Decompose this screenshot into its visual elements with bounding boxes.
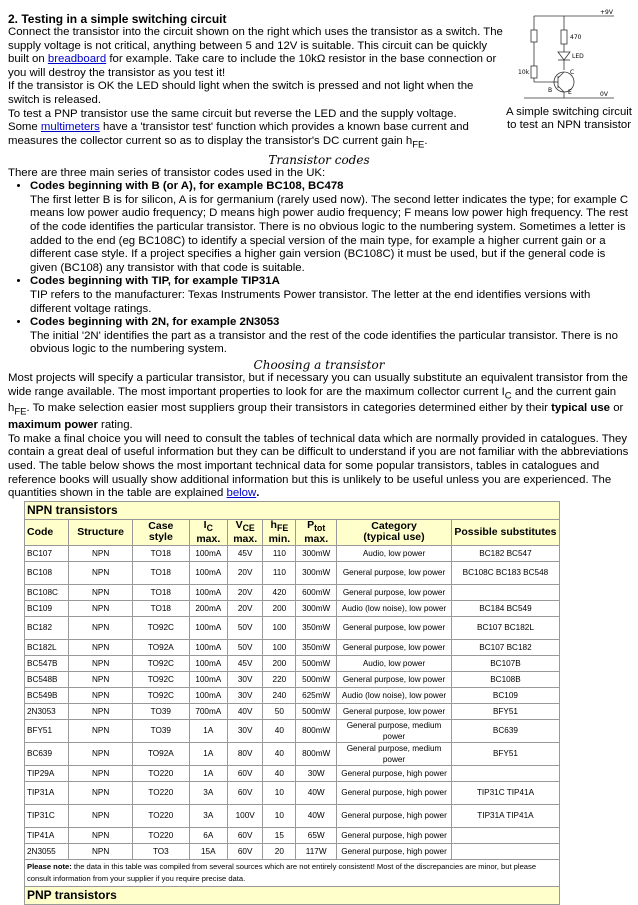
choosing-text-1a: Most projects will specify a particular transistor, but if necessary you can usually substitute an equivalent transistor from the wide range available. The most important properties to look for are the maximum collector current I <box>8 371 628 398</box>
table-row <box>25 781 560 804</box>
intro-text-1b: for example. Take care to include the 10kΩ resistor in the base connection or you will destroy the transistor as you test it! <box>8 53 497 79</box>
table-row <box>25 655 560 671</box>
table-row <box>25 742 560 765</box>
cell-category: General purpose, high power <box>337 804 452 827</box>
cell-structure: NPN <box>69 584 133 600</box>
cell-ptot: 350mW <box>296 616 337 639</box>
breadboard-link[interactable]: breadboard <box>47 53 107 66</box>
r2-label: 10k <box>518 69 530 76</box>
cell-vce: 20V <box>227 600 263 616</box>
cell-ptot: 500mW <box>296 655 337 671</box>
table-row <box>25 687 560 703</box>
cell-code: BC547B <box>25 655 69 671</box>
cell-ic: 1A <box>189 765 227 781</box>
cell-hfe: 200 <box>263 600 296 616</box>
cell-vce: 30V <box>227 687 263 703</box>
cell-category: General purpose, low power <box>337 703 452 719</box>
choosing-paragraph-1 <box>8 372 630 433</box>
cell-ptot: 40W <box>296 781 337 804</box>
header-vce-unit: max. <box>233 532 258 545</box>
cell-structure: NPN <box>69 639 133 655</box>
cell-code: TIP31C <box>25 804 69 827</box>
header-vce-symbol: V <box>235 518 243 531</box>
cell-category: Audio (low noise), low power <box>337 687 452 703</box>
pnp-group-row <box>25 886 560 904</box>
header-hfe <box>263 519 296 545</box>
choosing-paragraph-2 <box>8 433 630 501</box>
cell-category: General purpose, medium power <box>337 742 452 765</box>
cell-hfe: 40 <box>263 765 296 781</box>
cell-ic: 100mA <box>189 671 227 687</box>
below-link[interactable]: below <box>226 487 257 500</box>
cell-category: General purpose, high power <box>337 827 452 843</box>
cell-ptot: 30W <box>296 765 337 781</box>
cell-case: TO220 <box>132 765 189 781</box>
transistor-codes-title: Transistor codes <box>268 152 370 167</box>
table-row <box>25 671 560 687</box>
list-item <box>30 316 630 357</box>
cell-case: TO92A <box>132 742 189 765</box>
cell-case: TO39 <box>132 703 189 719</box>
header-hfe-symbol: h <box>270 518 277 531</box>
header-ic-sub: C <box>206 522 213 533</box>
table-row <box>25 804 560 827</box>
header-substitutes: Possible substitutes <box>451 519 559 545</box>
cell-code: BC639 <box>25 742 69 765</box>
led-label: LED <box>572 53 584 60</box>
r1-label: 470 <box>570 34 582 41</box>
cell-substitutes <box>451 765 559 781</box>
cell-code: BC182 <box>25 616 69 639</box>
cell-substitutes <box>451 827 559 843</box>
cell-category: Audio, low power <box>337 545 452 561</box>
cell-vce: 50V <box>227 639 263 655</box>
cell-structure: NPN <box>69 719 133 742</box>
intro-paragraph-4 <box>8 121 504 151</box>
cell-hfe: 15 <box>263 827 296 843</box>
cell-substitutes: BC182 BC547 <box>451 545 559 561</box>
header-hfe-sub: FE <box>276 522 289 533</box>
cell-structure: NPN <box>69 687 133 703</box>
section-heading: 2. Testing in a simple switching circuit <box>8 12 227 26</box>
ic-subscript: C <box>504 389 512 401</box>
header-category-label: Category <box>371 520 417 533</box>
hfe-subscript: FE <box>14 406 27 418</box>
transistor-table <box>24 501 560 905</box>
cell-case: TO220 <box>132 804 189 827</box>
list-item <box>30 275 630 316</box>
table-note-row <box>25 859 560 886</box>
intro-text-4c: . <box>424 134 428 147</box>
cell-case: TO18 <box>132 561 189 584</box>
cell-category: General purpose, high power <box>337 843 452 859</box>
header-category <box>337 519 452 545</box>
cell-ptot: 800mW <box>296 719 337 742</box>
cell-case: TO92C <box>132 671 189 687</box>
cell-substitutes <box>451 584 559 600</box>
npn-group-row <box>25 501 560 519</box>
cell-category: General purpose, low power <box>337 584 452 600</box>
cell-category: General purpose, high power <box>337 781 452 804</box>
cell-hfe: 10 <box>263 804 296 827</box>
choosing-text-2a: To make a final choice you will need to consult the tables of technical data which are normally provided in catalogues. They contain a great deal of useful information but they can be difficult to understand if you are not familiar with the abbreviations used. The table below shows the most important technical data for some popular transistors, tables in catalogues and reference books will usually show additional information but this is unlikely to be useful unless you are experienced. The quantities shown in the table are explained <box>8 432 629 500</box>
cell-hfe: 110 <box>263 545 296 561</box>
cell-code: TIP29A <box>25 765 69 781</box>
circuit-figure <box>504 6 634 132</box>
cell-ic: 3A <box>189 804 227 827</box>
list-item-heading: Codes beginning with 2N, for example 2N3053 <box>30 316 280 329</box>
cell-substitutes: BC107 BC182 <box>451 639 559 655</box>
cell-ic: 700mA <box>189 703 227 719</box>
cell-category: General purpose, high power <box>337 765 452 781</box>
cell-category: Audio (low noise), low power <box>337 600 452 616</box>
cell-ic: 100mA <box>189 616 227 639</box>
cell-case: TO18 <box>132 600 189 616</box>
cell-vce: 60V <box>227 827 263 843</box>
cell-category: General purpose, medium power <box>337 719 452 742</box>
cell-ptot: 117W <box>296 843 337 859</box>
choosing-text-1d: or <box>610 402 624 415</box>
note-text: the data in this table was compiled from several sources which are not entirely consistent! Most of the discrepancies are minor, but please consult information from your supplier if you require precise data. <box>27 861 537 883</box>
cell-case: TO39 <box>132 719 189 742</box>
cell-structure: NPN <box>69 671 133 687</box>
cell-vce: 45V <box>227 655 263 671</box>
intro-paragraph-1 <box>8 26 504 80</box>
cell-vce: 30V <box>227 671 263 687</box>
cell-case: TO92A <box>132 639 189 655</box>
cell-hfe: 240 <box>263 687 296 703</box>
cell-ptot: 800mW <box>296 742 337 765</box>
cell-category: General purpose, low power <box>337 561 452 584</box>
cell-substitutes: TIP31C TIP41A <box>451 781 559 804</box>
cell-hfe: 110 <box>263 561 296 584</box>
header-structure: Structure <box>69 519 133 545</box>
cell-vce: 100V <box>227 804 263 827</box>
header-ic <box>189 519 227 545</box>
cell-hfe: 100 <box>263 639 296 655</box>
table-row <box>25 639 560 655</box>
cell-hfe: 20 <box>263 843 296 859</box>
cell-vce: 50V <box>227 616 263 639</box>
cell-vce: 80V <box>227 742 263 765</box>
cell-ic: 1A <box>189 742 227 765</box>
cell-code: BC108 <box>25 561 69 584</box>
cell-category: General purpose, low power <box>337 639 452 655</box>
header-case: Case style <box>132 519 189 545</box>
circuit-diagram <box>504 6 634 102</box>
list-item-heading: Codes beginning with TIP, for example TIP31A <box>30 275 280 288</box>
header-code: Code <box>25 519 69 545</box>
cell-structure: NPN <box>69 655 133 671</box>
cell-ic: 100mA <box>189 561 227 584</box>
table-row <box>25 703 560 719</box>
cell-code: 2N3053 <box>25 703 69 719</box>
cell-hfe: 100 <box>263 616 296 639</box>
intro-paragraph-3: To test a PNP transistor use the same circuit but reverse the LED and the supply voltage. <box>8 107 457 120</box>
cell-ic: 15A <box>189 843 227 859</box>
cell-structure: NPN <box>69 827 133 843</box>
table-row <box>25 600 560 616</box>
table-row <box>25 719 560 742</box>
table-row <box>25 584 560 600</box>
cell-code: TIP41A <box>25 827 69 843</box>
npn-title: NPN transistors <box>25 501 560 519</box>
cell-structure: NPN <box>69 616 133 639</box>
cell-structure: NPN <box>69 843 133 859</box>
maximum-power-bold: maximum power <box>8 419 98 432</box>
choosing-text-2b: . <box>256 487 260 500</box>
cell-hfe: 10 <box>263 781 296 804</box>
cell-ic: 3A <box>189 781 227 804</box>
header-vce <box>227 519 263 545</box>
pnp-title: PNP transistors <box>25 886 560 904</box>
cell-code: BC548B <box>25 671 69 687</box>
list-item-text: The initial '2N' identifies the part as a transistor and the rest of the code identifies the particular transistor. There is no obvious logic to the numbering system. <box>30 329 618 356</box>
table-row <box>25 827 560 843</box>
choosing-title: Choosing a transistor <box>253 357 385 372</box>
table-header-row <box>25 519 560 545</box>
codes-list <box>8 180 630 357</box>
header-ic-unit: max. <box>196 532 221 545</box>
cell-ic: 100mA <box>189 639 227 655</box>
cell-structure: NPN <box>69 600 133 616</box>
b-label: B <box>548 87 553 94</box>
cell-hfe: 420 <box>263 584 296 600</box>
cell-ic: 100mA <box>189 545 227 561</box>
cell-substitutes: BC639 <box>451 719 559 742</box>
cell-code: BC549B <box>25 687 69 703</box>
cell-code: BFY51 <box>25 719 69 742</box>
cell-hfe: 220 <box>263 671 296 687</box>
cell-structure: NPN <box>69 545 133 561</box>
list-item-heading: Codes beginning with B (or A), for example BC108, BC478 <box>30 180 344 193</box>
cell-ptot: 625mW <box>296 687 337 703</box>
cell-ptot: 65W <box>296 827 337 843</box>
hfe-subscript: FE <box>412 139 425 151</box>
cell-substitutes: BC184 BC549 <box>451 600 559 616</box>
cell-code: BC108C <box>25 584 69 600</box>
cell-ptot: 40W <box>296 804 337 827</box>
cell-ic: 1A <box>189 719 227 742</box>
cell-code: BC109 <box>25 600 69 616</box>
cell-category: Audio, low power <box>337 655 452 671</box>
cell-case: TO92C <box>132 655 189 671</box>
circuit-caption: A simple switching circuit to test an NPN transistor <box>506 106 632 131</box>
cell-hfe: 200 <box>263 655 296 671</box>
cell-substitutes: TIP31A TIP41A <box>451 804 559 827</box>
intro-text <box>8 26 504 152</box>
cell-substitutes: BC108B <box>451 671 559 687</box>
header-ptot <box>296 519 337 545</box>
cell-ptot: 500mW <box>296 703 337 719</box>
cell-category: General purpose, low power <box>337 616 452 639</box>
header-ptot-unit: max. <box>304 532 329 545</box>
cell-structure: NPN <box>69 703 133 719</box>
intro-text-4a: Some <box>8 121 41 134</box>
cell-substitutes: BC107B <box>451 655 559 671</box>
c-label: C <box>570 69 575 76</box>
cell-ptot: 500mW <box>296 671 337 687</box>
cell-vce: 30V <box>227 719 263 742</box>
cell-code: BC182L <box>25 639 69 655</box>
header-ptot-symbol: P <box>307 518 315 531</box>
cell-vce: 20V <box>227 584 263 600</box>
cell-case: TO220 <box>132 827 189 843</box>
cell-code: BC107 <box>25 545 69 561</box>
cell-case: TO92C <box>132 687 189 703</box>
choosing-text-1b: and the current gain h <box>8 385 617 415</box>
cell-structure: NPN <box>69 742 133 765</box>
cell-code: TIP31A <box>25 781 69 804</box>
codes-intro: There are three main series of transistor codes used in the UK: <box>8 166 326 179</box>
cell-ptot: 350mW <box>296 639 337 655</box>
table-row <box>25 545 560 561</box>
cell-substitutes: BC107 BC182L <box>451 616 559 639</box>
typical-use-bold: typical use <box>551 402 611 415</box>
table-row <box>25 561 560 584</box>
cell-substitutes: BC108C BC183 BC548 <box>451 561 559 584</box>
cell-case: TO220 <box>132 781 189 804</box>
header-vce-sub: CE <box>242 522 255 533</box>
cell-ic: 100mA <box>189 584 227 600</box>
header-hfe-unit: min. <box>268 532 291 545</box>
table-row <box>25 616 560 639</box>
cell-ptot: 300mW <box>296 600 337 616</box>
cell-ptot: 300mW <box>296 561 337 584</box>
list-item <box>30 180 630 275</box>
intro-text-1a: Connect the transistor into the circuit shown on the right which uses the transistor as a switch. The supply voltage is not critical, anything between 5 and 12V is suitable. This circuit can be quickly built on <box>8 26 503 66</box>
cell-vce: 45V <box>227 545 263 561</box>
gnd-label: 0V <box>600 91 608 98</box>
cell-case: TO92C <box>132 616 189 639</box>
supply-label: +9V <box>600 9 613 16</box>
cell-vce: 60V <box>227 781 263 804</box>
list-item-text: TIP refers to the manufacturer: Texas Instruments Power transistor. The letter at the end identifies versions with different voltage ratings. <box>30 288 591 315</box>
cell-ic: 6A <box>189 827 227 843</box>
cell-case: TO18 <box>132 545 189 561</box>
cell-hfe: 40 <box>263 742 296 765</box>
cell-case: TO18 <box>132 584 189 600</box>
cell-vce: 40V <box>227 703 263 719</box>
header-ptot-sub: tot <box>314 522 326 533</box>
cell-substitutes <box>451 843 559 859</box>
cell-vce: 60V <box>227 765 263 781</box>
header-category-sub: (typical use) <box>363 531 425 544</box>
cell-ic: 200mA <box>189 600 227 616</box>
cell-substitutes: BC109 <box>451 687 559 703</box>
cell-hfe: 50 <box>263 703 296 719</box>
intro-paragraph-2: If the transistor is OK the LED should light when the switch is pressed and not light when the switch is released. <box>8 80 474 106</box>
intro-text-4b: have a 'transistor test' function which provides a known base current and measures the collector current so as to display the transistor's DC current gain h <box>8 121 469 147</box>
cell-ic: 100mA <box>189 687 227 703</box>
cell-structure: NPN <box>69 765 133 781</box>
cell-ptot: 300mW <box>296 545 337 561</box>
cell-vce: 60V <box>227 843 263 859</box>
cell-code: 2N3055 <box>25 843 69 859</box>
cell-structure: NPN <box>69 561 133 584</box>
multimeters-link[interactable]: multimeters <box>40 121 100 134</box>
cell-structure: NPN <box>69 804 133 827</box>
table-note <box>25 859 560 886</box>
cell-category: General purpose, low power <box>337 671 452 687</box>
table-body <box>25 545 560 859</box>
cell-substitutes: BFY51 <box>451 742 559 765</box>
choosing-text-1e: rating. <box>97 419 133 432</box>
choosing-text-1c: . To make selection easier most suppliers group their transistors in categories determined either by their <box>26 402 552 415</box>
cell-substitutes: BFY51 <box>451 703 559 719</box>
note-label: Please note: <box>27 861 72 871</box>
cell-vce: 20V <box>227 561 263 584</box>
list-item-text: The first letter B is for silicon, A is for germanium (rarely used now). The second letter indicates the type; for example C means low power audio frequency; D means high power audio frequency; F means low power high frequency. The rest of the code identifies the particular transistor. There is no obvious logic to the numbering system. Sometimes a letter is added to the end (eg BC108C) to identify a special version of the main type, for example a higher current gain or a different case style. If a project specifies a higher gain version (BC108C) it must be used, but if the general code is given (BC108) any transistor with that code is suitable. <box>30 193 629 274</box>
table-row <box>25 765 560 781</box>
cell-hfe: 40 <box>263 719 296 742</box>
table-row <box>25 843 560 859</box>
e-label: E <box>568 89 572 96</box>
cell-structure: NPN <box>69 781 133 804</box>
header-ic-symbol: I <box>203 518 207 531</box>
cell-ic: 100mA <box>189 655 227 671</box>
cell-case: TO3 <box>132 843 189 859</box>
cell-ptot: 600mW <box>296 584 337 600</box>
